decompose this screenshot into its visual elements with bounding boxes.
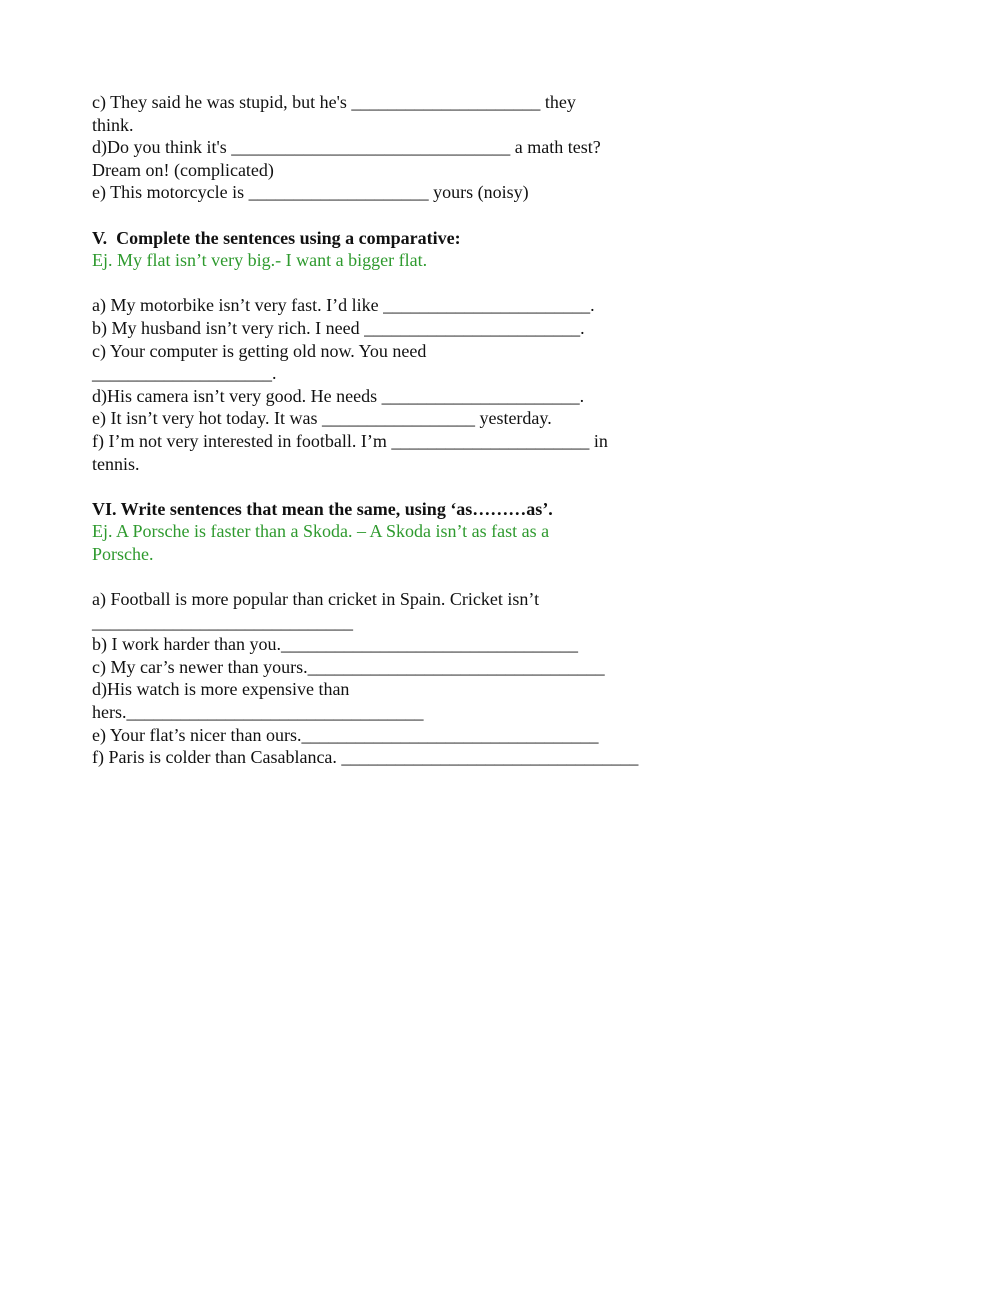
section-vi — [92, 498, 692, 769]
exercise-line: _____________________________ — [92, 611, 353, 632]
exercise-line: c) Your computer is getting old now. You need — [92, 340, 427, 361]
section-v-example: Ej. My flat isn’t very big.- I want a bigger flat. — [92, 250, 428, 271]
section-v — [92, 227, 692, 476]
exercise-line: c) My car’s newer than yours._________________________________ — [92, 656, 605, 677]
exercise-line: hers._________________________________ — [92, 702, 424, 723]
worksheet-page — [92, 91, 692, 769]
exercise-line: tennis. — [92, 453, 140, 474]
exercise-line: d)His camera isn’t very good. He needs ______________________. — [92, 385, 585, 406]
spacer — [92, 565, 692, 588]
exercise-line: ____________________. — [92, 363, 277, 384]
spacer — [92, 204, 692, 227]
exercise-line: b) My husband isn’t very rich. I need ________________________. — [92, 317, 585, 338]
spacer — [92, 475, 692, 498]
exercise-line: b) I work harder than you._________________________________ — [92, 634, 578, 655]
exercise-line: d)His watch is more expensive than — [92, 679, 350, 700]
exercise-line: e) This motorcycle is ____________________ yours (noisy) — [92, 182, 529, 203]
exercise-line: a) Football is more popular than cricket in Spain. Cricket isn’t — [92, 589, 540, 610]
exercise-line: f) Paris is colder than Casablanca. _________________________________ — [92, 747, 639, 768]
section-v-heading: V. Complete the sentences using a comparative: — [92, 227, 461, 248]
exercise-line: Dream on! (complicated) — [92, 159, 274, 180]
exercise-line: e) Your flat’s nicer than ours._________________________________ — [92, 724, 599, 745]
section-vi-heading: VI. Write sentences that mean the same, using ‘as………as’. — [92, 498, 553, 519]
section-vi-example: Ej. A Porsche is faster than a Skoda. – A Skoda isn’t as fast as a — [92, 521, 550, 542]
spacer — [92, 272, 692, 295]
exercise-line: d)Do you think it's _______________________________ a math test? — [92, 137, 601, 158]
exercise-line: think. — [92, 114, 134, 135]
section-vi-example: Porsche. — [92, 543, 154, 564]
exercise-line: e) It isn’t very hot today. It was _________________ yesterday. — [92, 408, 552, 429]
section-iv-tail — [92, 91, 692, 204]
exercise-line: f) I’m not very interested in football. I’m ______________________ in — [92, 430, 608, 451]
exercise-line: c) They said he was stupid, but he's _____________________ they — [92, 92, 576, 112]
exercise-line: a) My motorbike isn’t very fast. I’d like _______________________. — [92, 295, 595, 316]
